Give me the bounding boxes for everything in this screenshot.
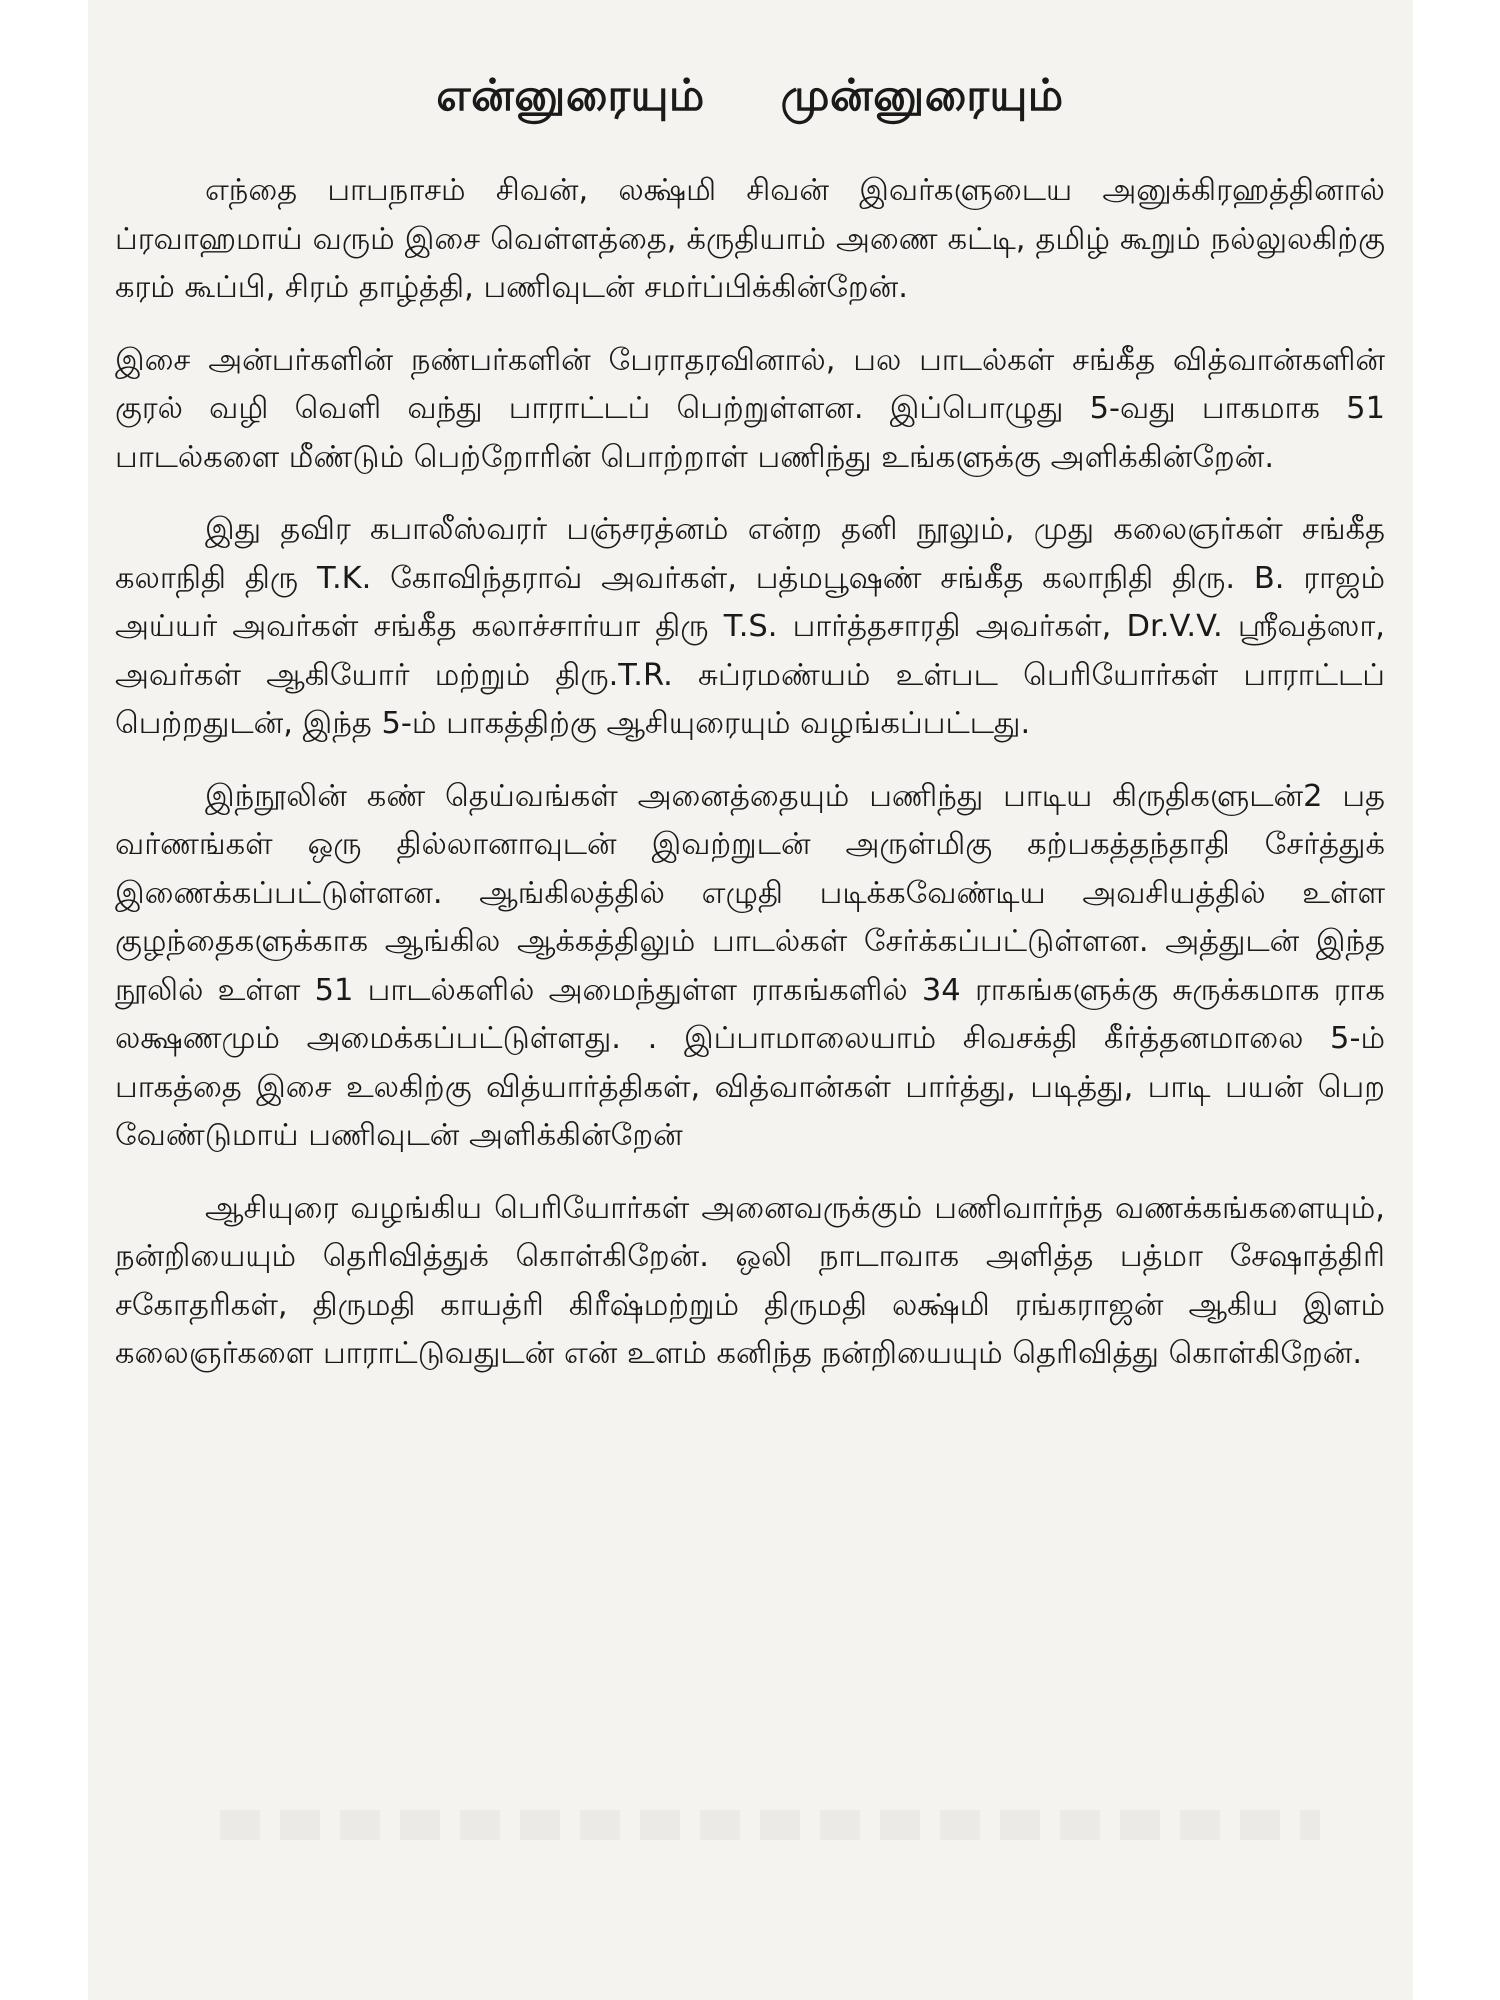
paragraph-dedication: எந்தை பாபநாசம் சிவன், லக்ஷ்மி சிவன் இவர்களுடைய அனுக்கிரஹத்தினால் ப்ரவாஹமாய் வரும் இசை வெள்ளத்தை, க்ருதியாம் அணை கட்டி, தமிழ் கூறும் நல்லுலகிற்கு கரம் கூப்பி, சிரம் தாழ்த்தி, பணிவுடன் சமர்ப்பிக்கின்றேன்.: [115, 173, 1385, 305]
page-content: [115, 70, 1385, 1403]
paragraph-thanks: ஆசியுரை வழங்கிய பெரியோர்கள் அனைவருக்கும் பணிவார்ந்த வணக்கங்களையும், நன்றியையும் தெரிவித்துக் கொள்கிறேன். ஒலி நாடாவாக அளித்த பத்மா சேஷாத்திரி சகோதரிகள், திருமதி காயத்ரி கிரீஷ்மற்றும் திருமதி லக்ஷ்மி ரங்கராஜன் ஆகிய இளம் கலைஞர்களை பாராட்டுவதுடன் என் உளம் கனிந்த நன்றியையும் தெரிவித்து கொள்கிறேன்.: [115, 1190, 1385, 1371]
scan-margin-left: [0, 0, 88, 2000]
page-title: என்னுரையும் முன்னுரையும்: [436, 70, 1064, 121]
bleed-through-text: [220, 1810, 1320, 1840]
paragraph-acknowledgement-elders: இது தவிர கபாலீஸ்வரர் பஞ்சரத்னம் என்ற தனி நூலும், முது கலைஞர்கள் சங்கீத கலாநிதி திரு T.K. கோவிந்தராவ் அவர்கள், பத்மபூஷண் சங்கீத கலாநிதி திரு. B. ராஜம் அய்யர் அவர்கள் சங்கீத கலாச்சார்யா திரு T.S. பார்த்தசாரதி அவர்கள், Dr.V.V. ஸ்ரீவத்ஸா, அவர்கள் ஆகியோர் மற்றும் திரு.T.R. சுப்ரமண்யம் உள்பட பெரியோர்கள் பாராட்டப் பெற்றதுடன், இந்த 5-ம் பாகத்திற்கு ஆசியுரையும் வழங்கப்பட்டது.: [115, 512, 1385, 741]
scan-margin-right: [1413, 0, 1500, 2000]
paragraph-fifth-volume: இசை அன்பர்களின் நண்பர்களின் பேராதரவினால், பல பாடல்கள் சங்கீத வித்வான்களின் குரல் வழி வெளி வந்து பாராட்டப் பெற்றுள்ளன. இப்பொழுது 5-வது பாகமாக 51 பாடல்களை மீண்டும் பெற்றோரின் பொற்றாள் பணிந்து உங்களுக்கு அளிக்கின்றேன்.: [115, 342, 1385, 475]
paragraph-book-contents: இந்நூலின் கண் தெய்வங்கள் அனைத்தையும் பணிந்து பாடிய கிருதிகளுடன்2 பத வர்ணங்கள் ஒரு தில்லானாவுடன் இவற்றுடன் அருள்மிகு கற்பகத்தந்தாதி சேர்த்துக் இணைக்கப்பட்டுள்ளன. ஆங்கிலத்தில் எழுதி படிக்கவேண்டிய அவசியத்தில் உள்ள குழந்தைகளுக்காக ஆங்கில ஆக்கத்திலும் பாடல்கள் சேர்க்கப்பட்டுள்ளன. அத்துடன் இந்த நூலில் உள்ள 51 பாடல்களில் அமைந்துள்ள ராகங்களில் 34 ராகங்களுக்கு சுருக்கமாக ராக லக்ஷணமும் அமைக்கப்பட்டுள்ளது. . இப்பாமாலையாம் சிவசக்தி கீர்த்தனமாலை 5-ம் பாகத்தை இசை உலகிற்கு வித்யார்த்திகள், வித்வான்கள் பார்த்து, படித்து, பாடி பயன் பெற வேண்டுமாய் பணிவுடன் அளிக்கின்றேன்: [115, 778, 1385, 1153]
